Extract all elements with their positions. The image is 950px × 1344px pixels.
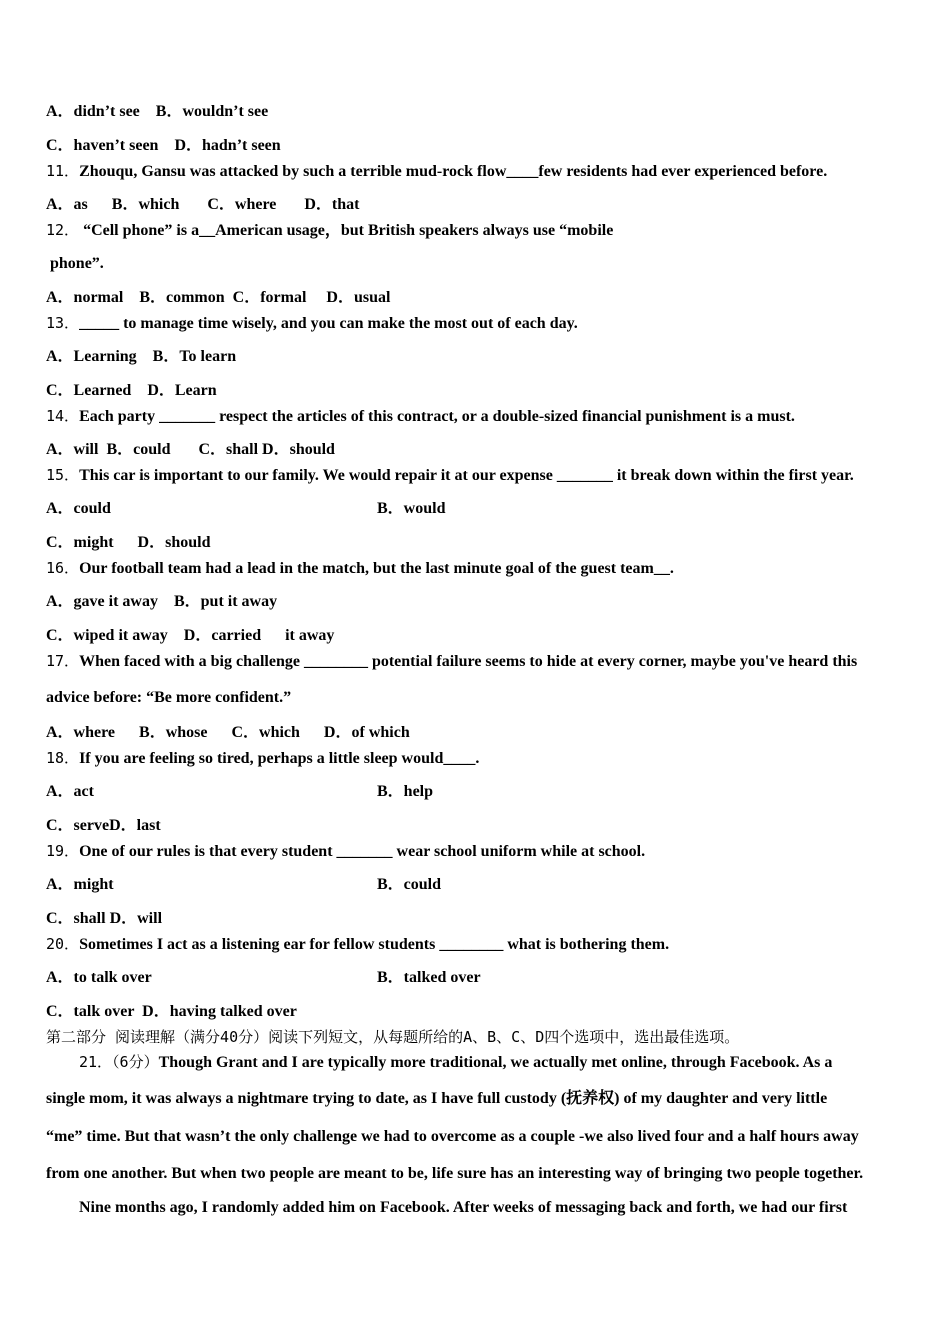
q11-text: Zhouqu, Gansu was attacked by such a terrible mud-rock flow____few residents had ever experienced before. (79, 163, 828, 180)
q12-number: 12． (46, 221, 80, 239)
q13-options-ab: A．Learning B．To learn (46, 348, 237, 365)
q17-options: A．where B．whose C．which D．of which (46, 724, 410, 741)
q14-stem (46, 406, 795, 427)
q20-option-a: A．to talk over (46, 969, 152, 986)
q18-text: If you are feeling so tired, perhaps a little sleep would____. (79, 750, 480, 767)
q15-number: 15． (46, 466, 80, 484)
q18-stem (46, 748, 479, 769)
q11-number: 11． (46, 162, 80, 180)
q21-passage-line-1 (79, 1052, 832, 1073)
q19-number: 19． (46, 842, 80, 860)
q16-stem (46, 558, 674, 579)
q15-text: This car is important to our family. We would repair it at our expense _______ it break down within the first year. (79, 467, 854, 484)
section-2-heading: 第二部分 阅读理解（满分40分）阅读下列短文，从每题所给的A、B、C、D四个选项中，选出最佳选项。 (46, 1028, 740, 1046)
q15-options-cd: C．might D．should (46, 534, 211, 551)
q14-options: A．will B．could C．shall D．should (46, 441, 335, 458)
q16-options-cd: C．wiped it away D．carried it away (46, 627, 335, 644)
q17-number: 17． (46, 652, 80, 670)
q21-line-1-text: Though Grant and I are typically more traditional, we actually met online, through Facebook. As a (158, 1054, 833, 1071)
q12-text-1: “Cell phone” is a__American usage，but British speakers always use “mobile (79, 222, 614, 239)
q10-options-ab: A．didn’t see B．wouldn’t see (46, 103, 269, 120)
q18-options-cd: C．serveD．last (46, 817, 161, 834)
q10-options-cd: C．haven’t seen D．hadn’t seen (46, 137, 281, 154)
q17-stem-continued: advice before: “Be more confident.” (46, 689, 292, 706)
q17-text-1: When faced with a big challenge ________ potential failure seems to hide at every corner, maybe you've heard this (79, 653, 858, 670)
q16-number: 16． (46, 559, 80, 577)
q13-options-cd: C．Learned D．Learn (46, 382, 217, 399)
q18-number: 18． (46, 749, 80, 767)
q19-options-cd: C．shall D．will (46, 910, 163, 927)
q20-option-b: B．talked over (377, 969, 481, 986)
q13-text: _____ to manage time wisely, and you can make the most out of each day. (79, 315, 578, 332)
q20-text: Sometimes I act as a listening ear for fellow students ________ what is bothering them. (79, 936, 670, 953)
q16-options-ab: A．gave it away B．put it away (46, 593, 278, 610)
q13-number: 13． (46, 314, 80, 332)
q18-option-b: B．help (377, 783, 434, 800)
q14-text: Each party _______ respect the articles of this contract, or a double-sized financial punishment is a must. (79, 408, 795, 425)
q16-text: Our football team had a lead in the match, but the last minute goal of the guest team__. (79, 560, 674, 577)
q20-options-cd: C．talk over D．having talked over (46, 1003, 297, 1020)
q21-number: 21．（6分） (79, 1053, 159, 1071)
q20-stem (46, 934, 669, 955)
q21-passage-line-4: from one another. But when two people are meant to be, life sure has an interesting way of bringing two people together. (46, 1165, 864, 1182)
q21-passage-line-3: “me” time. But that wasn’t the only challenge we had to overcome as a couple -we also lived four and a half hours away (46, 1128, 859, 1145)
q21-passage-line-5: Nine months ago, I randomly added him on Facebook. After weeks of messaging back and forth, we had our first (79, 1199, 848, 1216)
q20-number: 20． (46, 935, 80, 953)
q19-option-a: A．might (46, 876, 114, 893)
q17-stem (46, 651, 857, 672)
q12-stem-continued: phone”. (46, 255, 104, 272)
q12-stem (46, 220, 613, 241)
q11-stem (46, 161, 827, 182)
q14-number: 14． (46, 407, 80, 425)
q15-stem (46, 465, 854, 486)
q13-stem (46, 313, 578, 334)
q15-option-a: A．could (46, 500, 111, 517)
q15-option-b: B．would (377, 500, 446, 517)
q19-stem (46, 841, 645, 862)
q21-passage-line-2: single mom, it was always a nightmare trying to date, as I have full custody (抚养权) of my daughter and very little (46, 1090, 828, 1107)
q19-option-b: B．could (377, 876, 442, 893)
q12-options: A．normal B．common C．formal D．usual (46, 289, 391, 306)
q11-options: A．as B．which C．where D．that (46, 196, 360, 213)
q19-text: One of our rules is that every student _______ wear school uniform while at school. (79, 843, 646, 860)
q18-option-a: A．act (46, 783, 94, 800)
